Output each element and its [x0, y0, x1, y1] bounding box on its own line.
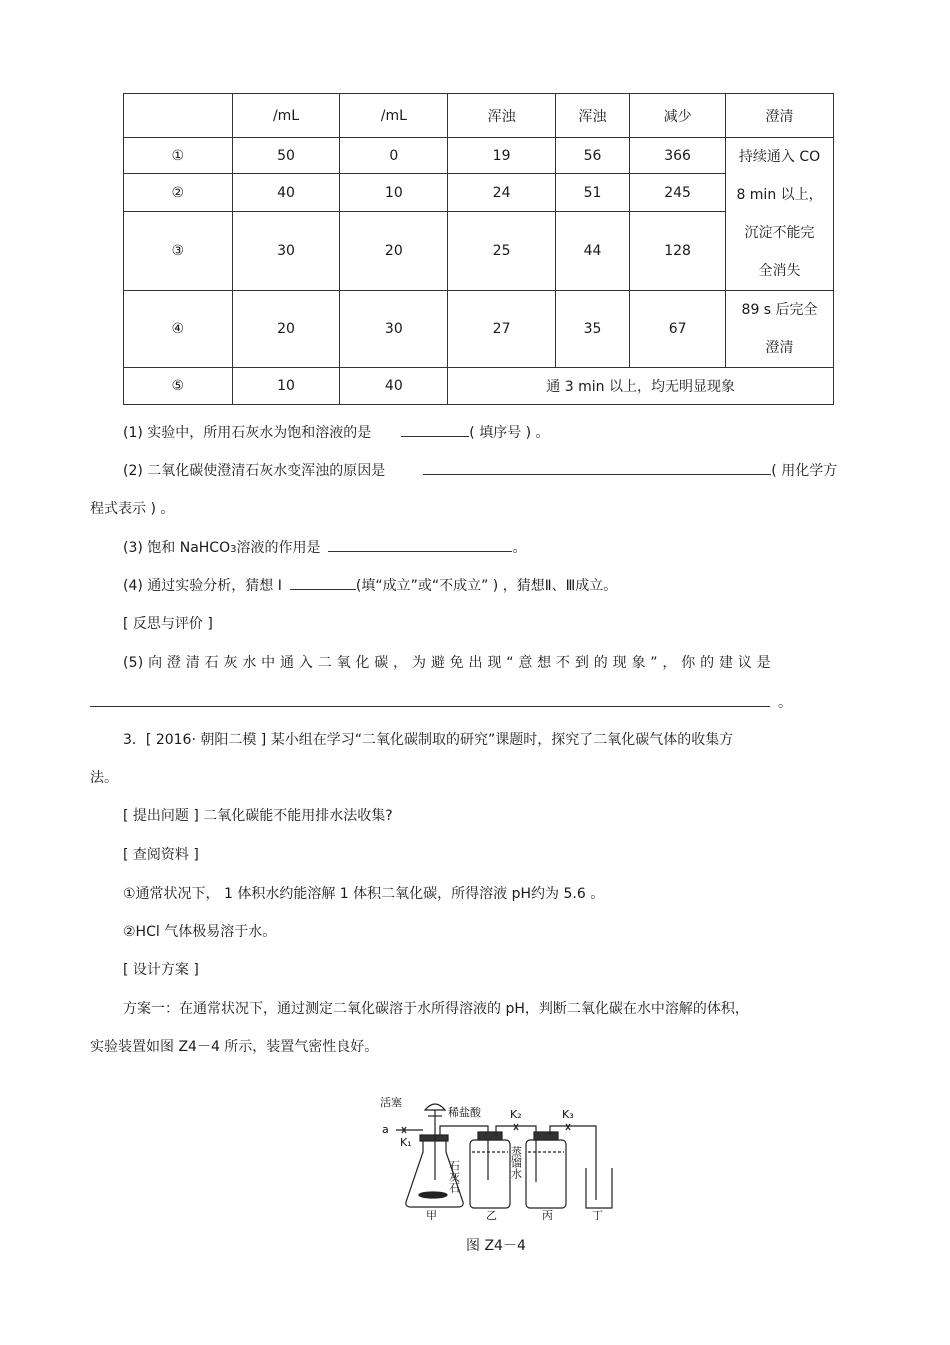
q1-blank[interactable] — [401, 422, 469, 437]
table-cell: 0 — [340, 138, 448, 174]
note-line: 8 min 以上， — [736, 187, 823, 203]
label-k1: K₁ — [400, 1136, 412, 1149]
bottle-yi — [470, 1140, 510, 1208]
note-line: 89 s 后完全 — [741, 302, 818, 318]
info-1: ①通常状况下， 1 体积水约能溶解 1 体积二氧化碳，所得溶液 pH约为 5.6 。 — [123, 886, 605, 902]
table-cell: 128 — [630, 212, 726, 291]
bottle-yi-stopper — [478, 1132, 502, 1140]
q5-answer-line — [90, 692, 792, 712]
table-header-row — [124, 94, 834, 138]
table-header-cell: /mL — [340, 94, 448, 138]
q2-text: (2) 二氧化碳使澄清石灰水变浑浊的原因是 — [123, 463, 386, 479]
label-water: 蒸馏水 — [509, 1146, 523, 1179]
q3-subscript: 3 — [230, 544, 237, 555]
table-cell: ④ — [124, 291, 233, 368]
table-cell: ① — [124, 138, 233, 174]
q4-tail: (填“成立”或“不成立” ) ，猜想Ⅱ、Ⅲ成立。 — [355, 578, 618, 594]
table-header-cell: 浑浊 — [448, 94, 556, 138]
bottle-bing — [526, 1140, 566, 1208]
q2-blank[interactable] — [423, 460, 771, 475]
table-cell: 20 — [340, 212, 448, 291]
q3-blank[interactable] — [328, 537, 512, 552]
consult-heading: [ 查阅资料 ] — [123, 847, 199, 863]
q2-tail: ( 用化学方 — [771, 463, 838, 479]
plan-text: 方案一：在通常状况下，通过测定二氧化碳溶于水所得溶液的 pH，判断二氧化碳在水中溶解的体积， — [123, 1001, 749, 1017]
table-cell: 35 — [555, 291, 629, 368]
label-valve: 活塞 — [380, 1096, 402, 1109]
table-cell: 30 — [232, 212, 340, 291]
table-header-cell: 浑浊 — [555, 94, 629, 138]
table-cell: 366 — [630, 138, 726, 174]
flask-stopper — [420, 1135, 448, 1141]
q5-blank[interactable] — [90, 692, 770, 707]
plan-text-cont: 实验装置如图 Z4－4 所示，装置气密性良好。 — [90, 1039, 379, 1055]
q3-text-2: 溶液的作用是 — [236, 540, 321, 556]
table-cell: 67 — [630, 291, 726, 368]
table-note-cell — [726, 291, 834, 368]
note-line: 持续通入 CO — [738, 149, 821, 165]
label-jia: 甲 — [426, 1209, 437, 1220]
problem-3: 3．[ 2016· 朝阳二模 ] 某小组在学习“二氧化碳制取的研究”课题时，探究了二氧化碳气体的收集方 — [123, 732, 734, 748]
question-1 — [123, 422, 550, 442]
label-k2: K₂ — [510, 1108, 522, 1121]
table-cell: 20 — [232, 291, 340, 368]
table-cell: 51 — [555, 174, 629, 212]
experiment-table — [123, 93, 834, 405]
q2-continuation: 程式表示 ) 。 — [90, 501, 175, 517]
table-row — [124, 138, 834, 174]
q4-text: (4) 通过实验分析，猜想 I — [123, 578, 282, 594]
beaker-ding — [586, 1168, 612, 1208]
table-cell: 44 — [555, 212, 629, 291]
question-3 — [123, 537, 526, 557]
table-cell: 40 — [340, 368, 448, 405]
q3-text: (3) 饱和 NaHCO — [123, 540, 231, 556]
label-acid: 稀盐酸 — [448, 1106, 481, 1119]
limestone — [419, 1192, 447, 1198]
table-header-cell: 减少 — [630, 94, 726, 138]
table-cell: 27 — [448, 291, 556, 368]
table-note-cell — [726, 138, 834, 291]
label-ding: 丁 — [592, 1209, 603, 1220]
table-cell: 50 — [232, 138, 340, 174]
table-header-cell: /mL — [232, 94, 340, 138]
note-line: 全消失 — [758, 263, 801, 279]
note-line: 沉淀不能完 — [744, 225, 815, 241]
q3-tail: 。 — [512, 540, 527, 556]
separatory-funnel — [425, 1104, 445, 1110]
table-cell: ② — [124, 174, 233, 212]
design-heading: [ 设计方案 ] — [123, 962, 199, 978]
label-a: a — [382, 1123, 389, 1136]
k2-clip — [514, 1124, 518, 1130]
table-cell: 10 — [232, 368, 340, 405]
question-2 — [123, 460, 837, 480]
q5-tail: 。 — [778, 695, 792, 711]
label-bing: 丙 — [542, 1209, 553, 1220]
q4-blank[interactable] — [290, 575, 356, 590]
note-line: 澄清 — [765, 340, 794, 356]
table-cell: 10 — [340, 174, 448, 212]
label-stone: 石灰石 — [447, 1160, 461, 1193]
table-cell: 40 — [232, 174, 340, 212]
table-cell: 245 — [630, 174, 726, 212]
table-cell: 56 — [555, 138, 629, 174]
apparatus-figure — [378, 1090, 618, 1220]
info-2: ②HCl 气体极易溶于水。 — [123, 924, 277, 940]
table-cell: ③ — [124, 212, 233, 291]
label-yi: 乙 — [486, 1209, 497, 1220]
table-row — [124, 291, 834, 368]
q1-text: (1) 实验中，所用石灰水为饱和溶液的是 — [123, 425, 372, 441]
table-cell: 25 — [448, 212, 556, 291]
bottle-bing-stopper — [534, 1132, 558, 1140]
table-cell: ⑤ — [124, 368, 233, 405]
label-k3: K₃ — [562, 1108, 574, 1121]
table-cell: 30 — [340, 291, 448, 368]
figure-caption: 图 Z4－4 — [466, 1238, 526, 1254]
q1-tail: ( 填序号 ) 。 — [469, 425, 550, 441]
table-cell: 19 — [448, 138, 556, 174]
table-merged-cell: 通 3 min 以上，均无明显现象 — [448, 368, 834, 405]
k3-clip — [566, 1124, 570, 1130]
table-cell: 24 — [448, 174, 556, 212]
question-heading: [ 提出问题 ] 二氧化碳能不能用排水法收集? — [123, 808, 393, 824]
reflect-heading: [ 反思与评价 ] — [123, 616, 213, 632]
table-row — [124, 368, 834, 405]
problem-3-cont: 法。 — [90, 770, 118, 786]
question-4 — [123, 575, 617, 595]
question-5: (5) 向 澄 清 石 灰 水 中 通 入 二 氧 化 碳 ， 为 避 免 出 现 “ 意 想 不 到 的 现 象 ” ， 你 的 建 议 是 — [123, 655, 771, 671]
table-header-cell: 澄清 — [726, 94, 834, 138]
table-header-cell — [124, 94, 233, 138]
